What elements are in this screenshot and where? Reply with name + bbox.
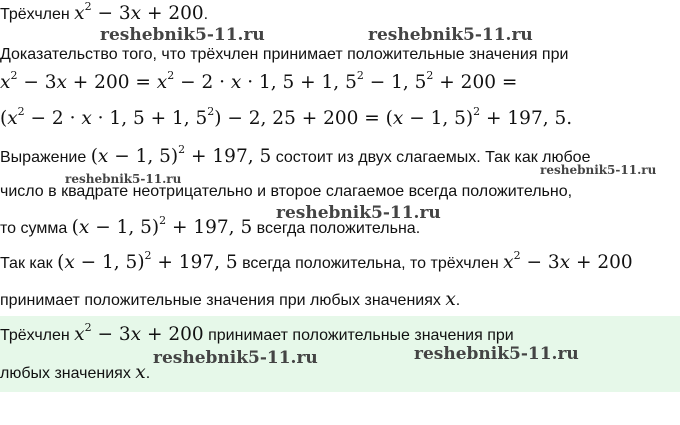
- watermark: reshebnik5-11.ru: [100, 25, 265, 45]
- paragraph-positive: [0, 289, 460, 310]
- answer-line-2: [0, 362, 150, 383]
- answer-prefix: Трёхчлен: [0, 327, 75, 344]
- title-line: [0, 0, 209, 24]
- title-prefix: Трёхчлен: [0, 6, 75, 23]
- watermark: reshebnik5-11.ru: [65, 172, 182, 186]
- square-form-formula: (x − 1, 5)$^2$ + 197, 5: [90, 143, 272, 167]
- square-form-formula: (x − 1, 5)$^2$ + 197, 5: [71, 214, 253, 238]
- p2-prefix: Выражение: [0, 149, 91, 166]
- answer-suffix: принимает положительные значения при: [203, 327, 514, 344]
- paragraph-sum: [0, 214, 421, 238]
- trinomial-formula: $x^2 - 3x + 200$: [74, 321, 204, 345]
- answer-line-1: [0, 321, 514, 345]
- p5-mid: всегда положительна, то трёхчлен: [237, 255, 504, 272]
- title-dot: .: [203, 6, 209, 23]
- answer-dot: .: [145, 365, 151, 382]
- paragraph-conclusion: [0, 249, 633, 273]
- variable-x: x: [445, 289, 456, 310]
- p5-prefix: Так как: [0, 255, 58, 272]
- trinomial-formula: $x^2 - 3x + 200$: [503, 249, 633, 273]
- transform-step-2: ($x^2 - 2 \cdot x \cdot 1$, 5 + 1, $5^2) - 2$, 25 + 200 = (x − 1, 5)$^2$ + 197, 5.: [0, 105, 573, 129]
- watermark: reshebnik5-11.ru: [368, 25, 533, 45]
- transform-step-1: $x^2 - 3x + 200 = x^2 - 2 \cdot x \cdot 1$, 5 + 1, $5^2 - 1$, $5^2 + 200$ =: [0, 69, 518, 93]
- answer-line2-text: любых значениях: [0, 365, 136, 382]
- p6-text: принимает положительные значения при любых значениях: [0, 292, 446, 309]
- watermark: reshebnik5-11.ru: [276, 203, 441, 223]
- answer-box: [0, 316, 680, 392]
- watermark: reshebnik5-11.ru: [414, 344, 579, 364]
- p2-suffix: состоит из двух слагаемых. Так как любое: [271, 149, 591, 166]
- paragraph-reason: число в квадрате неотрицательно и второе слагаемое всегда положительно,: [0, 183, 573, 200]
- p4-suffix: всегда положительна.: [252, 220, 421, 237]
- p4-prefix: то сумма: [0, 220, 72, 237]
- square-form-formula: (x − 1, 5)$^2$ + 197, 5: [57, 249, 238, 273]
- p6-dot: .: [455, 292, 461, 309]
- watermark: reshebnik5-11.ru: [153, 348, 318, 368]
- watermark: reshebnik5-11.ru: [540, 163, 657, 177]
- paragraph-expression: [0, 143, 591, 167]
- trinomial-formula: $x^2 - 3x + 200$: [74, 0, 204, 24]
- intro-line: Доказательство того, что трёхчлен принимает положительные значения при: [0, 46, 569, 63]
- variable-x: x: [135, 362, 146, 383]
